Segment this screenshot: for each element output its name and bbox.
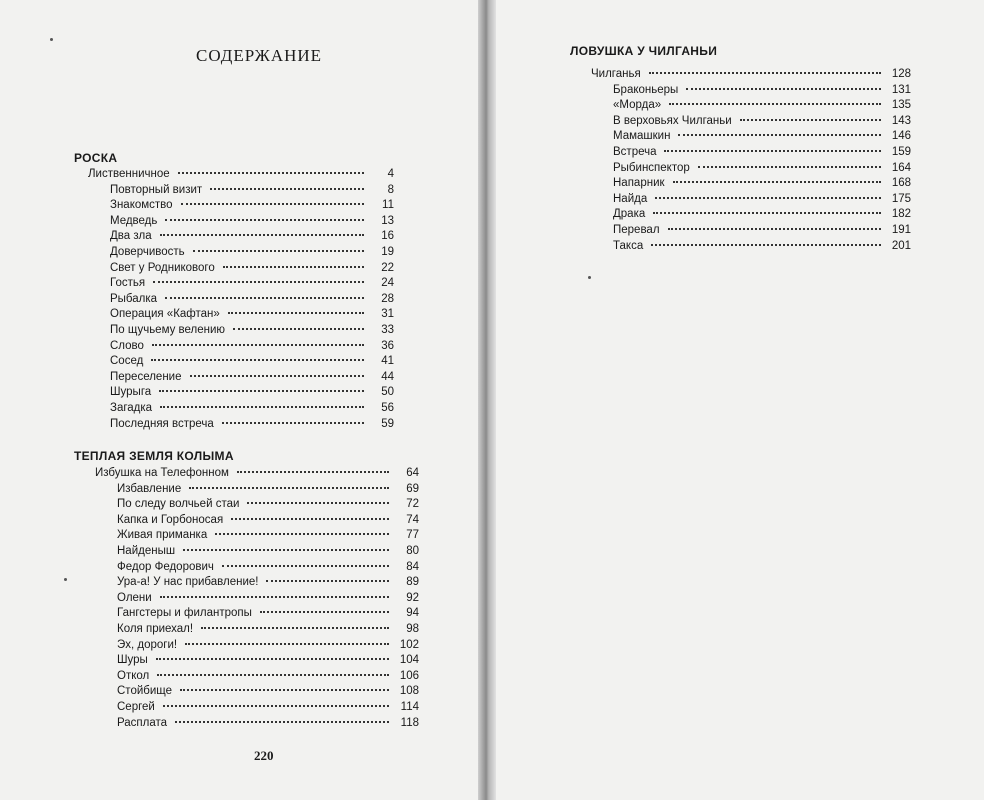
chapter-page-number: 102 bbox=[399, 638, 419, 651]
toc-entry bbox=[88, 339, 394, 355]
toc-entry bbox=[95, 513, 419, 529]
dot-leader bbox=[653, 212, 881, 214]
page-number: 220 bbox=[254, 748, 274, 763]
chapter-title: Встреча bbox=[613, 145, 657, 158]
chapter-title: Откол bbox=[117, 669, 150, 682]
toc-entry bbox=[591, 145, 911, 161]
contents-title: СОДЕРЖАНИЕ bbox=[196, 46, 323, 65]
chapter-page-number: 128 bbox=[891, 68, 911, 80]
chapter-page-number: 22 bbox=[381, 261, 394, 274]
chapter-page-number: 131 bbox=[891, 83, 911, 96]
dot-leader bbox=[740, 119, 881, 121]
chapter-title: Гангстеры и филантропы bbox=[117, 607, 252, 620]
chapter-title: Избушка на Телефонном bbox=[95, 467, 229, 479]
chapter-page-number: 80 bbox=[406, 544, 419, 557]
chapter-title: «Морда» bbox=[613, 99, 662, 112]
chapter-page-number: 59 bbox=[381, 417, 394, 430]
chapter-title: Сосед bbox=[110, 355, 144, 368]
chapter-title: Медведь bbox=[110, 214, 158, 227]
toc-entry bbox=[95, 700, 419, 716]
chapter-title: По щучьему велению bbox=[110, 323, 226, 336]
toc-entry bbox=[95, 638, 419, 654]
chapter-page-number: 24 bbox=[381, 277, 394, 290]
dot-leader bbox=[156, 658, 389, 660]
toc-entry bbox=[95, 606, 419, 622]
toc-entry bbox=[591, 114, 911, 130]
toc-entry bbox=[95, 575, 419, 591]
chapter-title: Браконьеры bbox=[613, 83, 679, 96]
toc-entry bbox=[95, 716, 419, 732]
chapter-title: Слово bbox=[110, 339, 144, 352]
chapter-title: В верховьях Чилганьи bbox=[613, 114, 732, 127]
toc-entry bbox=[591, 98, 911, 114]
chapter-title: Эх, дороги! bbox=[117, 638, 178, 651]
chapter-page-number: 8 bbox=[387, 183, 394, 196]
toc-entry bbox=[591, 207, 911, 223]
chapter-page-number: 69 bbox=[406, 482, 419, 495]
chapter-page-number: 84 bbox=[406, 560, 419, 573]
toc-entry bbox=[95, 482, 419, 498]
chapter-title: Загадка bbox=[110, 401, 153, 414]
toc-entry bbox=[88, 370, 394, 386]
dot-leader bbox=[233, 328, 364, 330]
chapter-page-number: 44 bbox=[381, 370, 394, 383]
toc-entry bbox=[95, 466, 419, 482]
toc-entry bbox=[88, 198, 394, 214]
chapter-title: Рыбинспектор bbox=[613, 161, 690, 174]
toc-entry bbox=[591, 176, 911, 192]
toc-entry bbox=[88, 167, 394, 183]
chapter-page-number: 94 bbox=[406, 607, 419, 620]
toc-entry bbox=[88, 401, 394, 417]
toc-list-teplaya-zemlya bbox=[95, 466, 419, 731]
chapter-title: Шурыга bbox=[110, 386, 152, 399]
chapter-page-number: 106 bbox=[399, 669, 419, 682]
dot-leader bbox=[651, 244, 881, 246]
dot-leader bbox=[189, 487, 389, 489]
toc-entry bbox=[88, 183, 394, 199]
chapter-title: Рыбалка bbox=[110, 292, 158, 305]
chapter-title: Федор Федорович bbox=[117, 560, 214, 573]
chapter-title: Стойбище bbox=[117, 685, 173, 698]
toc-entry bbox=[591, 239, 911, 255]
chapter-title: По следу волчьей стаи bbox=[117, 498, 240, 511]
chapter-page-number: 77 bbox=[406, 529, 419, 542]
chapter-title: Доверчивость bbox=[110, 245, 185, 258]
toc-entry bbox=[591, 129, 911, 145]
chapter-page-number: 114 bbox=[400, 700, 419, 713]
chapter-page-number: 159 bbox=[891, 145, 911, 158]
chapter-title: Лиственничное bbox=[88, 168, 170, 180]
dot-leader bbox=[231, 518, 389, 520]
chapter-page-number: 89 bbox=[406, 576, 419, 589]
dot-leader bbox=[222, 565, 389, 567]
chapter-page-number: 175 bbox=[891, 192, 911, 205]
dot-leader bbox=[698, 166, 881, 168]
chapter-page-number: 92 bbox=[406, 591, 419, 604]
toc-entry bbox=[95, 591, 419, 607]
left-page bbox=[0, 0, 478, 800]
chapter-page-number: 50 bbox=[381, 386, 394, 399]
chapter-title: Гостья bbox=[110, 277, 146, 290]
chapter-page-number: 74 bbox=[406, 513, 419, 526]
chapter-title: Расплата bbox=[117, 716, 168, 729]
chapter-title: Свет у Родникового bbox=[110, 261, 215, 274]
chapter-title: Драка bbox=[613, 208, 646, 221]
toc-entry bbox=[88, 276, 394, 292]
section-title-lovushka: ЛОВУШКА У ЧИЛГАНЬИ bbox=[570, 44, 718, 58]
chapter-title: Операция «Кафтан» bbox=[110, 308, 220, 321]
toc-entry bbox=[95, 684, 419, 700]
chapter-title: Повторный визит bbox=[110, 183, 203, 196]
dot-leader bbox=[247, 502, 389, 504]
toc-entry bbox=[88, 385, 394, 401]
chapter-title: Коля приехал! bbox=[117, 622, 194, 635]
chapter-title: Шуры bbox=[117, 654, 148, 667]
toc-entry bbox=[591, 223, 911, 239]
chapter-title: Такса bbox=[613, 239, 644, 252]
dot-leader bbox=[178, 172, 364, 174]
chapter-page-number: 108 bbox=[399, 685, 419, 698]
dot-leader bbox=[201, 627, 389, 629]
toc-entry bbox=[88, 229, 394, 245]
chapter-page-number: 118 bbox=[400, 716, 419, 729]
chapter-page-number: 33 bbox=[381, 323, 394, 336]
dot-leader bbox=[175, 721, 389, 723]
dot-leader bbox=[153, 281, 364, 283]
toc-entry bbox=[95, 544, 419, 560]
dot-leader bbox=[157, 674, 389, 676]
toc-entry bbox=[591, 83, 911, 99]
chapter-title: Капка и Горбоносая bbox=[117, 513, 224, 526]
section-title-roska: РОСКА bbox=[74, 151, 118, 165]
dot-leader bbox=[669, 103, 881, 105]
chapter-title: Найда bbox=[613, 192, 648, 205]
toc-entry bbox=[88, 245, 394, 261]
dot-leader bbox=[655, 197, 881, 199]
dot-leader bbox=[222, 422, 364, 424]
chapter-page-number: 64 bbox=[406, 467, 419, 479]
chapter-title: Мамашкин bbox=[613, 130, 671, 143]
toc-list-lovushka bbox=[591, 67, 911, 254]
dot-leader bbox=[210, 188, 364, 190]
chapter-page-number: 13 bbox=[381, 214, 394, 227]
dot-leader bbox=[183, 549, 389, 551]
section-title-teplaya-zemlya: ТЕПЛАЯ ЗЕМЛЯ КОЛЫМА bbox=[74, 449, 234, 463]
chapter-page-number: 19 bbox=[381, 245, 394, 258]
toc-entry bbox=[591, 67, 911, 83]
dot-leader bbox=[266, 580, 389, 582]
dot-leader bbox=[163, 705, 389, 707]
toc-entry bbox=[88, 292, 394, 308]
dot-leader bbox=[190, 375, 365, 377]
chapter-page-number: 28 bbox=[381, 292, 394, 305]
toc-entry bbox=[88, 261, 394, 277]
dot-leader bbox=[260, 611, 389, 613]
toc-entry bbox=[95, 669, 419, 685]
toc-entry bbox=[95, 653, 419, 669]
toc-entry bbox=[591, 192, 911, 208]
toc-entry bbox=[88, 354, 394, 370]
dot-leader bbox=[180, 689, 389, 691]
chapter-page-number: 182 bbox=[891, 208, 911, 221]
toc-entry bbox=[95, 622, 419, 638]
dot-leader bbox=[165, 297, 364, 299]
paper-speck bbox=[50, 38, 53, 41]
chapter-page-number: 201 bbox=[891, 239, 911, 252]
chapter-title: Последняя встреча bbox=[110, 417, 214, 430]
dot-leader bbox=[152, 344, 364, 346]
toc-entry bbox=[95, 528, 419, 544]
chapter-page-number: 143 bbox=[891, 114, 911, 127]
dot-leader bbox=[664, 150, 881, 152]
dot-leader bbox=[686, 88, 881, 90]
dot-leader bbox=[160, 406, 364, 408]
dot-leader bbox=[165, 219, 364, 221]
toc-list-roska bbox=[88, 167, 394, 432]
dot-leader bbox=[215, 533, 389, 535]
dot-leader bbox=[193, 250, 364, 252]
chapter-title: Избавление bbox=[117, 482, 182, 495]
paper-speck bbox=[64, 578, 67, 581]
chapter-page-number: 4 bbox=[387, 168, 394, 180]
toc-entry bbox=[88, 417, 394, 433]
dot-leader bbox=[228, 312, 364, 314]
chapter-page-number: 41 bbox=[381, 355, 394, 368]
chapter-title: Ура-а! У нас прибавление! bbox=[117, 576, 259, 589]
chapter-page-number: 164 bbox=[891, 161, 911, 174]
dot-leader bbox=[678, 134, 881, 136]
dot-leader bbox=[159, 390, 364, 392]
toc-entry bbox=[95, 560, 419, 576]
chapter-title: Напарник bbox=[613, 177, 665, 190]
chapter-title: Олени bbox=[117, 591, 152, 604]
chapter-page-number: 135 bbox=[891, 99, 911, 112]
chapter-title: Живая приманка bbox=[117, 529, 208, 542]
book-gutter bbox=[478, 0, 496, 800]
chapter-page-number: 11 bbox=[382, 199, 394, 212]
dot-leader bbox=[181, 203, 364, 205]
chapter-page-number: 31 bbox=[381, 308, 394, 321]
right-page bbox=[496, 0, 984, 800]
toc-entry bbox=[88, 307, 394, 323]
chapter-page-number: 56 bbox=[381, 401, 394, 414]
chapter-page-number: 191 bbox=[891, 223, 911, 236]
chapter-page-number: 16 bbox=[381, 230, 394, 243]
chapter-title: Сергей bbox=[117, 700, 155, 713]
chapter-page-number: 98 bbox=[406, 622, 419, 635]
chapter-title: Чилганья bbox=[591, 68, 641, 80]
dot-leader bbox=[160, 596, 389, 598]
dot-leader bbox=[673, 181, 881, 183]
paper-speck bbox=[588, 276, 591, 279]
dot-leader bbox=[649, 72, 881, 74]
toc-entry bbox=[591, 161, 911, 177]
chapter-title: Знакомство bbox=[110, 199, 173, 212]
chapter-title: Перевал bbox=[613, 223, 660, 236]
chapter-page-number: 168 bbox=[891, 177, 911, 190]
chapter-title: Два зла bbox=[110, 230, 152, 243]
chapter-page-number: 36 bbox=[381, 339, 394, 352]
toc-entry bbox=[88, 323, 394, 339]
chapter-title: Найденыш bbox=[117, 544, 176, 557]
dot-leader bbox=[237, 471, 389, 473]
chapter-title: Переселение bbox=[110, 370, 182, 383]
chapter-page-number: 104 bbox=[399, 654, 419, 667]
dot-leader bbox=[151, 359, 364, 361]
dot-leader bbox=[223, 266, 364, 268]
toc-entry bbox=[95, 497, 419, 513]
chapter-page-number: 146 bbox=[891, 130, 911, 143]
toc-entry bbox=[88, 214, 394, 230]
dot-leader bbox=[668, 228, 881, 230]
dot-leader bbox=[185, 643, 389, 645]
chapter-page-number: 72 bbox=[406, 498, 419, 511]
dot-leader bbox=[160, 234, 364, 236]
